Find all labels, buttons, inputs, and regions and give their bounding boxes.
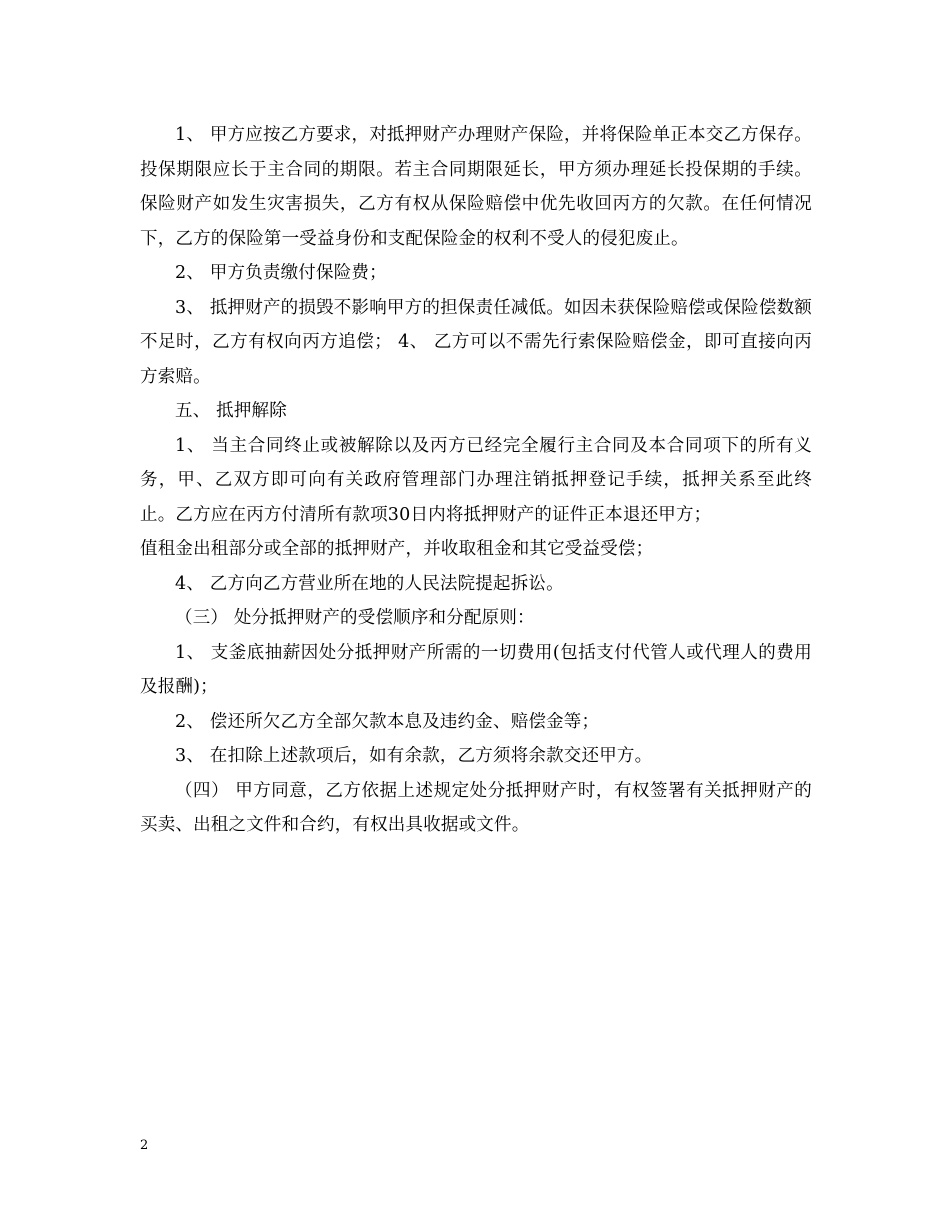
paragraph-insurance-fee: 2、 甲方负责缴付保险费；	[175, 263, 387, 283]
paragraph-return-surplus: 3、 在扣除上述款项后，如有余款，乙方须将余款交还甲方。	[175, 746, 653, 766]
paragraph-authorization: （四） 甲方同意，乙方依据上述规定处分抵押财产时，有权签署有关抵押财产的买卖、出租之文件和合约，有权出具收据或文件。	[140, 780, 812, 835]
paragraph-insurance-clause: 1、 甲方应按乙方要求，对抵押财产办理财产保险，并将保险单正本交乙方保存。投保期限应长于主合同的期限。若主合同期限延长，甲方须办理延长投保期的手续。保险财产如发生灾害损失，乙方有权从保险赔偿中优先收回丙方的欠款。在任何情况下，乙方的保险第一受益身份和支配保险金的权利不受人的侵犯废止。	[140, 125, 812, 249]
paragraph-disposal-costs: 1、 支釜底抽薪因处分抵押财产所需的一切费用(包括支付代管人或代理人的费用及报酬)；	[140, 642, 812, 697]
paragraph-rent-collection: 值租金出租部分或全部的抵押财产，并收取租金和其它受益受偿；	[140, 539, 654, 559]
document-body	[140, 118, 812, 843]
page-number: 2	[140, 1138, 149, 1153]
subsection-heading-distribution-order: （三） 处分抵押财产的受偿顺序和分配原则：	[175, 608, 535, 628]
paragraph-repay-debt: 2、 偿还所欠乙方全部欠款本息及违约金、赔偿金等；	[175, 711, 600, 732]
paragraph-lawsuit: 4、 乙方向乙方营业所在地的人民法院提起拆讼。	[175, 573, 564, 594]
paragraph-damage-liability: 3、 抵押财产的损毁不影响甲方的担保责任减低。如因未获保险赔偿或保险偿数额不足时，乙方有权向丙方追偿； 4、 乙方可以不需先行索保险赔偿金，即可直接向丙方索赔。	[140, 297, 812, 387]
paragraph-release-procedure: 1、 当主合同终止或被解除以及丙方已经完全履行主合同及本合同项下的所有义务，甲、乙双方即可向有关政府管理部门办理注销抵押登记手续，抵押关系至此终止。乙方应在丙方付清所有款项30日内将抵押财产的证件正本退还甲方；	[140, 435, 812, 525]
section-heading-mortgage-release: 五、 抵押解除	[175, 401, 287, 421]
